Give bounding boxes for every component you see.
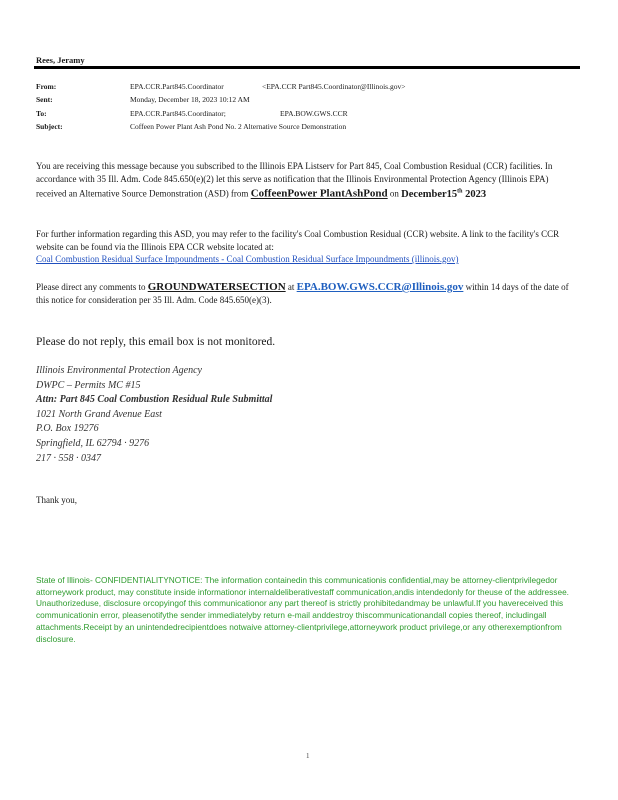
signature-line: Springfield, IL 62794 · 9276 — [36, 437, 150, 449]
received-date-year: 2023 — [462, 188, 487, 200]
signature-line: Illinois Environmental Protection Agency — [36, 365, 202, 376]
to-label: To: — [36, 109, 47, 118]
received-date-main: December15 — [401, 188, 458, 200]
closing-thanks: Thank you, — [36, 495, 77, 505]
at-word: at — [285, 282, 297, 292]
facility-name: CoffeenPower PlantAshPond — [250, 187, 388, 200]
groundwater-section: GROUNDWATERSECTION — [147, 281, 286, 293]
comments-text-end: within 14 days of the date of this notice for consideration per 35 Ill. Adm. Code 845.650(e)(3). — [36, 282, 569, 305]
sent-value: Monday, December 18, 2023 10:12 AM — [130, 95, 250, 104]
on-word: on — [387, 188, 402, 199]
header-rule — [34, 66, 580, 69]
signature-line: DWPC – Permits MC #15 — [36, 379, 141, 391]
confidentiality-notice: State of Illinois- CONFIDENTIALITYNOTICE: The information containedin this communicationis confidential,may be attorney-clientprivilegedor attorneywork product, may constitute inside informationor internaldeliberativestaff communication,andis intendedonly for theuse of the addressee. Unauthorizeduse, disclosure orcopyingof this communicationor any part thereof is strictly prohibitedandmay be unlawful.If you havereceived this communicationin error, pleasenotifythe sender immediatelyby return e-mail anddestroy thiscommunicationandall copies thereof, includingall attachments.Receipt by an unintendedrecipientdoes notwaive attorney-clientprivilege,attorneywork product privilege,or any otherexemptionfrom disclosure. — [36, 575, 569, 644]
to-value-2: EPA.BOW.GWS.CCR — [280, 109, 348, 118]
page-number: 1 — [306, 752, 310, 760]
from-email: <EPA.CCR Part845.Coordinator@Illinois.gov> — [262, 82, 406, 91]
comments-paragraph — [36, 281, 578, 306]
subject-value: Coffeen Power Plant Ash Pond No. 2 Alternative Source Demonstration — [130, 122, 347, 131]
signature-line: 217 · 558 · 0347 — [36, 452, 101, 464]
sent-label: Sent: — [36, 95, 53, 104]
signature-line: Attn: Part 845 Coal Combustion Residual Rule Submittal — [36, 394, 273, 406]
website-paragraph — [36, 228, 578, 266]
received-date-suffix: th — [457, 188, 463, 194]
received-date — [401, 189, 486, 200]
comments-text-start: Please direct any comments to — [36, 282, 148, 292]
website-text: For further information regarding this ASD, you may refer to the facility's Coal Combustion Residual (CCR) website. A link to the facility's CCR website can be found via the Illinois EPA CCR website located at: — [36, 229, 560, 252]
no-reply-notice: Please do not reply, this email box is not monitored. — [36, 336, 276, 348]
notice-text: You are receiving this message because you subscribed to the Illinois EPA Listserv for Part 845, Coal Combustion Residual (CCR) facilities. In accordance with 35 Ill. Adm. Code 845.650(e)(2) let this serve as notification that the Illinois Environmental Protection Agency (Illinois EPA) received an Alternative Source Demonstration (ASD) from — [36, 161, 553, 199]
to-value: EPA.CCR.Part845.Coordinator; — [130, 109, 226, 118]
ccr-website-link[interactable]: Coal Combustion Residual Surface Impoundments - Coal Combustion Residual Surface Impoundments (illinois.gov) — [36, 254, 459, 264]
signature-block — [36, 364, 272, 466]
signature-line: P.O. Box 19276 — [36, 423, 99, 435]
from-value: EPA.CCR.Part845.Coordinator — [130, 82, 224, 91]
signature-line: 1021 North Grand Avenue East — [36, 408, 162, 420]
from-label: From: — [36, 82, 57, 91]
groundwater-email-link[interactable]: EPA.BOW.GWS.CCR@Illinois.gov — [296, 281, 464, 293]
sender-name: Rees, Jeramy — [36, 55, 85, 65]
subject-label: Subject: — [36, 122, 63, 131]
notice-paragraph — [36, 160, 578, 201]
